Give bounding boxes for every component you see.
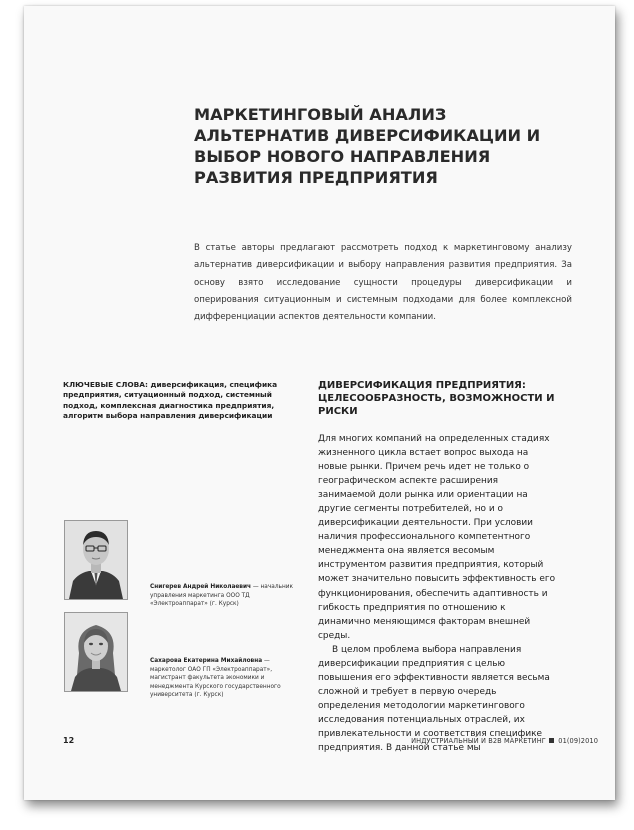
author-photo <box>64 520 128 600</box>
body-paragraph: Для многих компаний на определенных стадиях жизненного цикла встает вопрос выхода на новые рынки. Причем речь идет не только о географическом аспекте расширения занимаемой доли рынка или ориентации на другие сегменты потребителей, но и о диверсификации деятельности. При условии наличия профессионального компетентного менеджмента она является весомым инструментом развития предприятия, который может значительно повысить эффективность его функционирования, обеспечить адаптивность и гибкость предприятия по отношению к динамично меняющимся факторам внешней среды. <box>318 434 556 641</box>
article-body <box>318 432 558 755</box>
author-caption <box>150 657 300 700</box>
author-info: — маркетолог ОАО ГП «Электроаппарат», магистрант факультета экономики и менеджмента Курского государственного университета (г. Курск) <box>150 658 281 699</box>
article-abstract: В статье авторы предлагают рассмотреть подход к маркетинговому анализу альтернатив диверсификации и выбору направления развития предприятия. За основу взято исследование сущности процедуры диверсификации и оперирования ситуационным и системным подходами для более комплексной дифференциации аспектов деятельности компании. <box>194 243 572 323</box>
author-name: Снигерев Андрей Николаевич <box>150 584 252 590</box>
journal-name: ИНДУСТРИАЛЬНЫЙ И B2B МАРКЕТИНГ <box>411 737 546 745</box>
author-photo <box>64 612 128 692</box>
section-heading: ДИВЕРСИФИКАЦИЯ ПРЕДПРИЯТИЯ: ЦЕЛЕСООБРАЗНОСТЬ, ВОЗМОЖНОСТИ И РИСКИ <box>318 380 555 417</box>
journal-footer <box>411 737 598 745</box>
square-bullet-icon <box>549 738 554 743</box>
article-keywords: КЛЮЧЕВЫЕ СЛОВА: диверсификация, специфика предприятия, ситуационный подход, системный подход, комплексная диагностика предприятия, алгоритм выбора направления диверсификации <box>63 380 278 420</box>
page-number: 12 <box>63 736 75 745</box>
body-paragraph: В целом проблема выбора направления диверсификации предприятия с целью повышения его эффективности является весьма сложной и требует в первую очередь определения методологии маркетингового исследования потенциальных отраслей, их привлекательности и соответствия специфике предприятия. В данной статье мы <box>318 644 550 754</box>
article-title: МАРКЕТИНГОВЫЙ АНАЛИЗ АЛЬТЕРНАТИВ ДИВЕРСИФИКАЦИИ И ВЫБОР НОВОГО НАПРАВЛЕНИЯ РАЗВИТИЯ ПРЕДПРИЯТИЯ <box>194 105 541 187</box>
author-info: — начальник управления маркетинга ООО ТД «Электроаппарат» (г. Курск) <box>150 584 293 608</box>
issue-number: 01(09)2010 <box>558 737 598 745</box>
author-name: Сахарова Екатерина Михайловна <box>150 658 263 664</box>
author-caption <box>150 583 300 609</box>
